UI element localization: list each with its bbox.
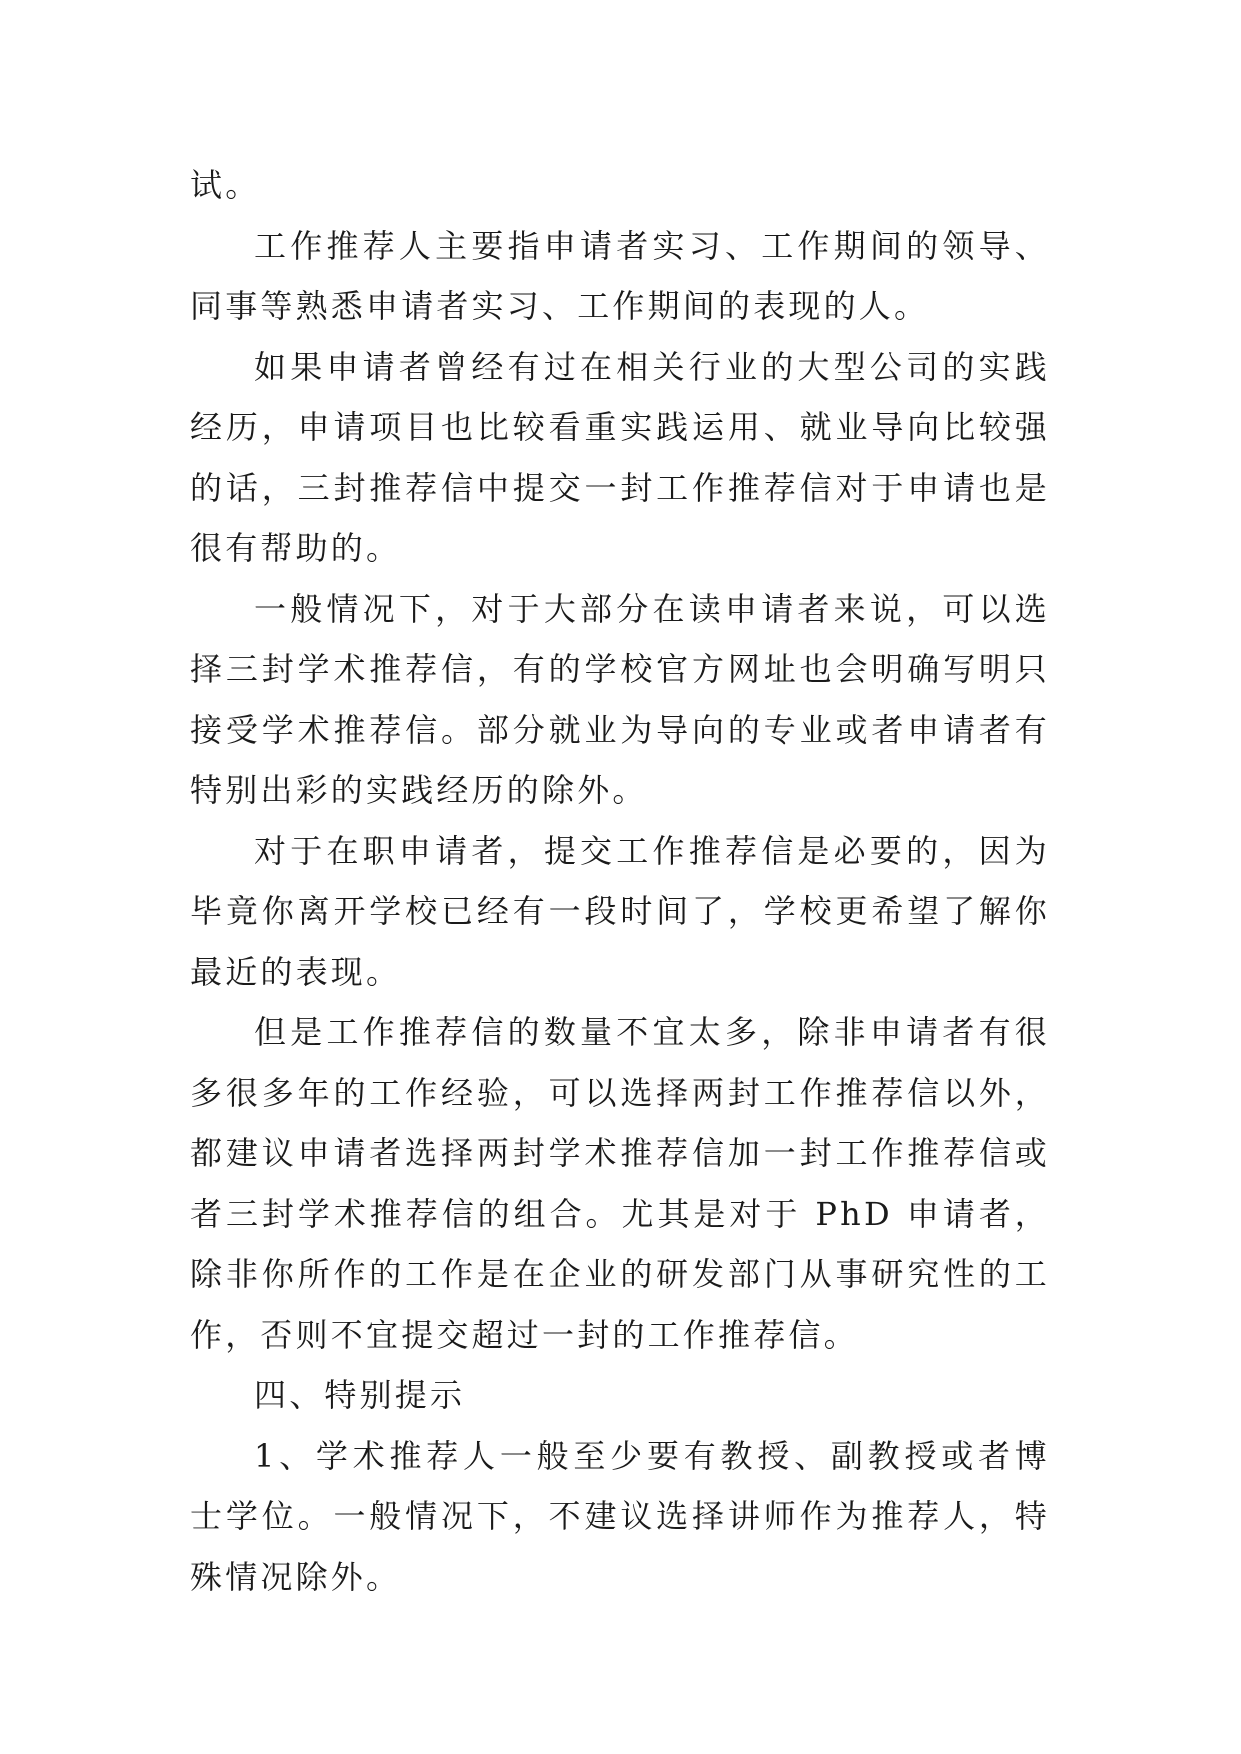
paragraph-industry-experience: 如果申请者曾经有过在相关行业的大型公司的实践经历，申请项目也比较看重实践运用、就业导向比较强的话，三封推荐信中提交一封工作推荐信对于申请也是很有帮助的。 xyxy=(190,347,1050,567)
paragraph-continuation: 试。 xyxy=(190,166,261,204)
paragraph-tip-1: 1、学术推荐人一般至少要有教授、副教授或者博士学位。一般情况下，不建议选择讲师作为推荐人，特殊情况除外。 xyxy=(190,1436,1050,1596)
paragraph-current-students: 一般情况下，对于大部分在读申请者来说，可以选择三封学术推荐信，有的学校官方网址也会明确写明只接受学术推荐信。部分就业为导向的专业或者申请者有特别出彩的实践经历的除外。 xyxy=(190,589,1050,809)
document-body xyxy=(190,155,1050,1607)
paragraph-letter-count: 但是工作推荐信的数量不宜太多，除非申请者有很多很多年的工作经验，可以选择两封工作推荐信以外，都建议申请者选择两封学术推荐信加一封工作推荐信或者三封学术推荐信的组合。尤其是对于 PhD 申请者，除非你所作的工作是在企业的研发部门从事研究性的工作，否则不宜提交超过一封的工作推荐信。 xyxy=(190,1013,1050,1354)
section-heading-special-tips: 四、特别提示 xyxy=(254,1376,466,1414)
paragraph-working-applicants: 对于在职申请者，提交工作推荐信是必要的，因为毕竟你离开学校已经有一段时间了，学校更希望了解你最近的表现。 xyxy=(190,831,1050,991)
paragraph-work-referee-definition: 工作推荐人主要指申请者实习、工作期间的领导、同事等熟悉申请者实习、工作期间的表现的人。 xyxy=(190,226,1050,325)
